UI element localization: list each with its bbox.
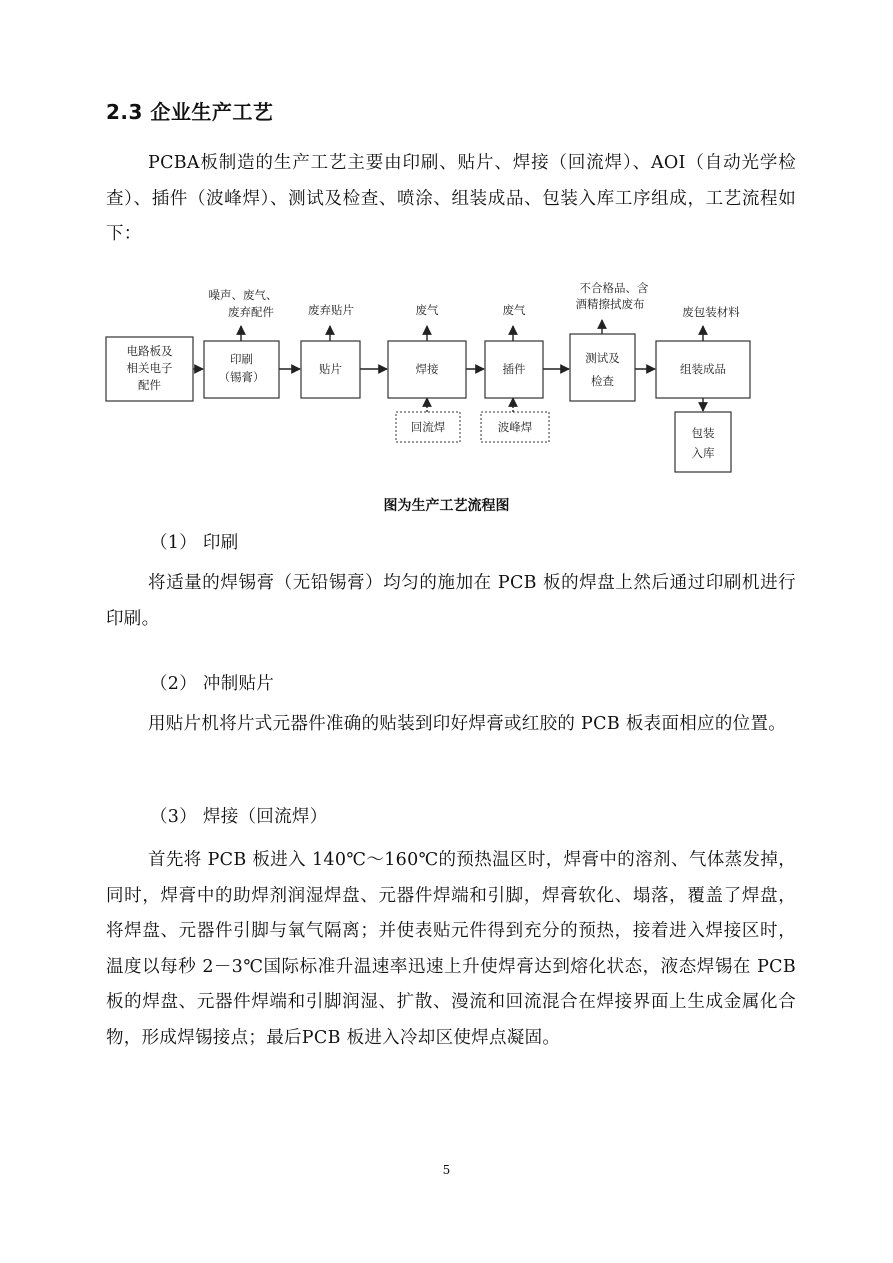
subsection-body-placement: 用贴片机将片式元器件准确的贴装到印好焊膏或红胶的 PCB 板表面相应的位置。 (148, 714, 787, 734)
figure-caption: 图为生产工艺流程图 (383, 498, 510, 514)
page-number: 5 (442, 1163, 451, 1177)
subsection-title-printing: （1） 印刷 (150, 533, 239, 553)
process-flowchart (0, 0, 893, 490)
output-placement-label: 废弃贴片 (308, 303, 354, 317)
step-placement-label: 贴片 (319, 362, 342, 376)
output-soldering-label: 废气 (415, 303, 439, 317)
subsection-title-soldering: （3） 焊接（回流焊） (150, 807, 328, 827)
step-packing-label-2: 入库 (691, 446, 715, 460)
step-printing-label-2: （锡膏） (218, 370, 265, 384)
output-printing-label-2: 废弃配件 (228, 305, 274, 319)
step-testing-label-1: 测试及 (585, 351, 620, 365)
output-printing-label-1: 噪声、废气、 (208, 288, 278, 302)
step-assembly-label: 组装成品 (680, 362, 726, 376)
step-packing-label-1: 包装 (691, 426, 715, 440)
output-testing-label-2: 酒精擦拭废布 (575, 297, 645, 311)
step-testing-box (570, 334, 635, 401)
step-testing-label-2: 检查 (591, 374, 614, 388)
step-materials-label-1: 电路板及 (126, 344, 173, 358)
output-testing-label-1: 不合格品、含 (579, 281, 649, 295)
step-materials-label-3: 配件 (138, 378, 161, 392)
section-heading: 2.3 企业生产工艺 (106, 100, 274, 124)
output-insertion-label: 废气 (502, 303, 526, 317)
subsection-title-placement: （2） 冲制贴片 (150, 674, 275, 694)
subsection-body-soldering: 首先将 PCB 板进入 140℃～160℃的预热温区时，焊膏中的溶剂、气体蒸发掉，同时，焊膏中的助焊剂润湿焊盘、元器件焊端和引脚，焊膏软化、塌落，覆盖了焊盘，将焊盘、元器件引脚与氧气隔离；并使表贴元件得到充分的预热，接着进入焊接区时，温度以每秒 2－3℃国际标准升温速率迅速上升使焊膏达到熔化状态，液态焊锡在 PCB 板的焊盘、元器件焊端和引脚润湿、扩散、漫流和回流混合在焊接界面上生成金属化合物，形成焊锡接点；最后PCB 板进入冷却区使焊点凝固。 (106, 850, 796, 1048)
step-printing-label-1: 印刷 (230, 352, 253, 366)
step-insertion-label: 插件 (502, 362, 526, 376)
reflow-label: 回流焊 (410, 420, 446, 434)
step-packing-box (675, 412, 731, 472)
wave-label: 波峰焊 (497, 420, 533, 434)
step-soldering-label: 焊接 (415, 362, 439, 376)
intro-paragraph: PCBA板制造的生产工艺主要由印刷、贴片、焊接（回流焊）、AOI（自动光学检查）、插件（波峰焊）、测试及检查、喷涂、组装成品、包装入库工序组成，工艺流程如下： (106, 153, 796, 244)
subsection-body-printing: 将适量的焊锡膏（无铅锡膏）均匀的施加在 PCB 板的焊盘上然后通过印刷机进行印刷。 (106, 573, 796, 629)
output-assembly-label: 废包装材料 (682, 305, 740, 319)
step-materials-label-2: 相关电子 (126, 361, 173, 375)
